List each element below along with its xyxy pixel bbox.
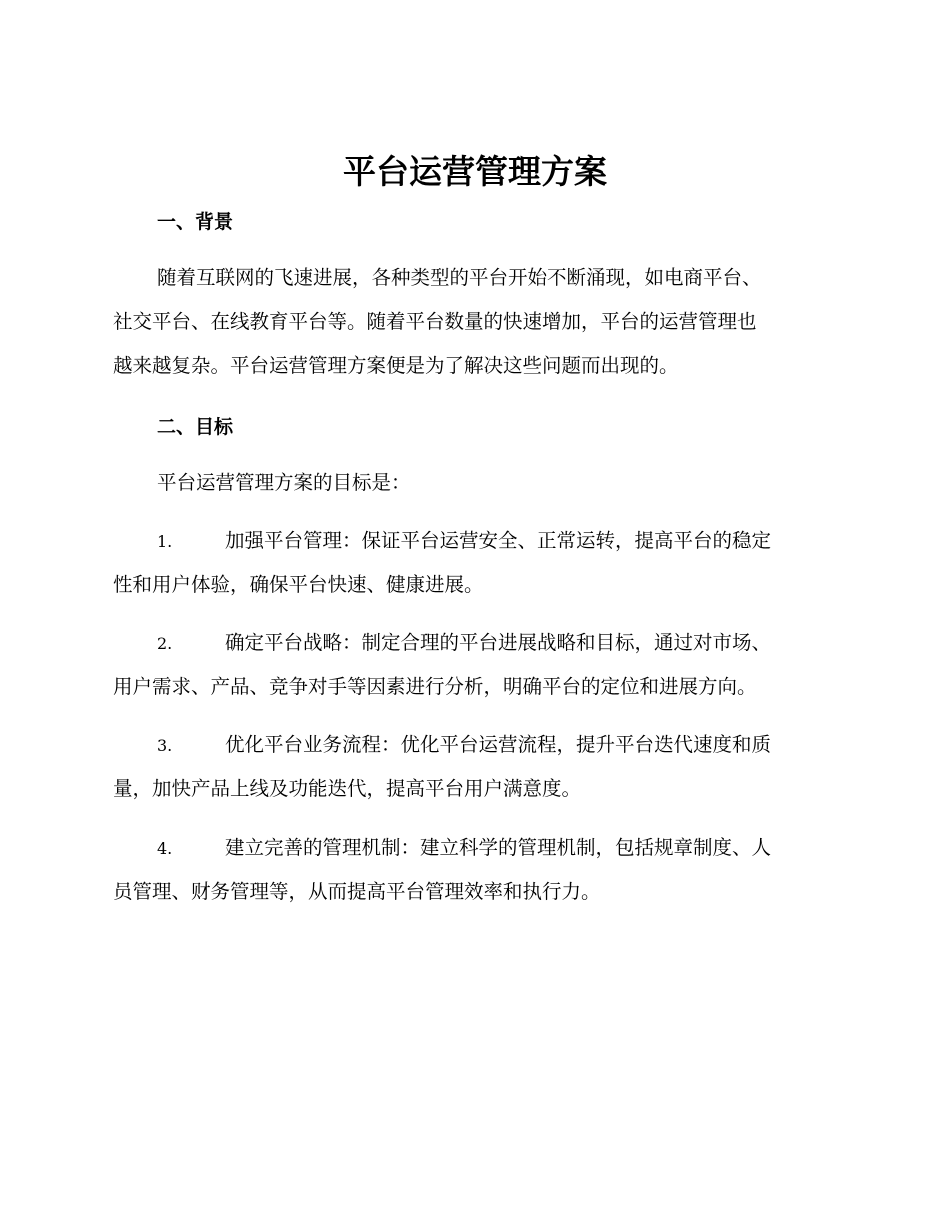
- background-paragraph: [113, 256, 853, 388]
- goal-item-line: [113, 723, 853, 767]
- paragraph-line: 越来越复杂。平台运营管理方案便是为了解决这些问题而出现的。: [113, 354, 679, 377]
- goal-item-line: 量，加快产品上线及功能迭代，提高平台用户满意度。: [113, 777, 582, 800]
- goal-item-line: [113, 621, 853, 665]
- goal-item-text: 优化平台业务流程：优化平台运营流程，提升平台迭代速度和质: [225, 733, 772, 756]
- document-title: 平台运营管理方案: [343, 152, 607, 191]
- goal-item-line: 性和用户体验，确保平台快速、健康进展。: [113, 573, 484, 596]
- goal-item-number: 4.: [157, 839, 173, 858]
- goal-item-number: 2.: [157, 634, 173, 653]
- goal-item-line: 用户需求、产品、竞争对手等因素进行分析，明确平台的定位和进展方向。: [113, 675, 757, 698]
- goal-item-line: 员管理、财务管理等，从而提高平台管理效率和执行力。: [113, 880, 601, 903]
- goal-item-number: 3.: [157, 736, 173, 755]
- paragraph-line: 社交平台、在线教育平台等。随着平台数量的快速增加，平台的运营管理也: [113, 310, 757, 333]
- goal-item-line: [113, 519, 853, 563]
- section-heading-background: 一、背景: [157, 211, 234, 233]
- section-heading-goals: 二、目标: [157, 416, 234, 438]
- goal-item-1: [113, 519, 853, 607]
- goals-intro: [113, 461, 853, 505]
- goal-item-number: 1.: [157, 532, 173, 551]
- goal-item-text: 加强平台管理：保证平台运营安全、正常运转，提高平台的稳定: [225, 529, 772, 552]
- goal-item-line: [113, 826, 853, 870]
- goal-item-4: [113, 826, 853, 914]
- goal-item-3: [113, 723, 853, 811]
- goal-item-2: [113, 621, 853, 709]
- goals-intro-text: 平台运营管理方案的目标是：: [157, 471, 411, 494]
- goal-item-text: 建立完善的管理机制：建立科学的管理机制，包括规章制度、人: [225, 836, 772, 859]
- paragraph-line: 随着互联网的飞速进展，各种类型的平台开始不断涌现，如电商平台、: [157, 266, 762, 289]
- goal-item-text: 确定平台战略：制定合理的平台进展战略和目标，通过对市场、: [225, 631, 772, 654]
